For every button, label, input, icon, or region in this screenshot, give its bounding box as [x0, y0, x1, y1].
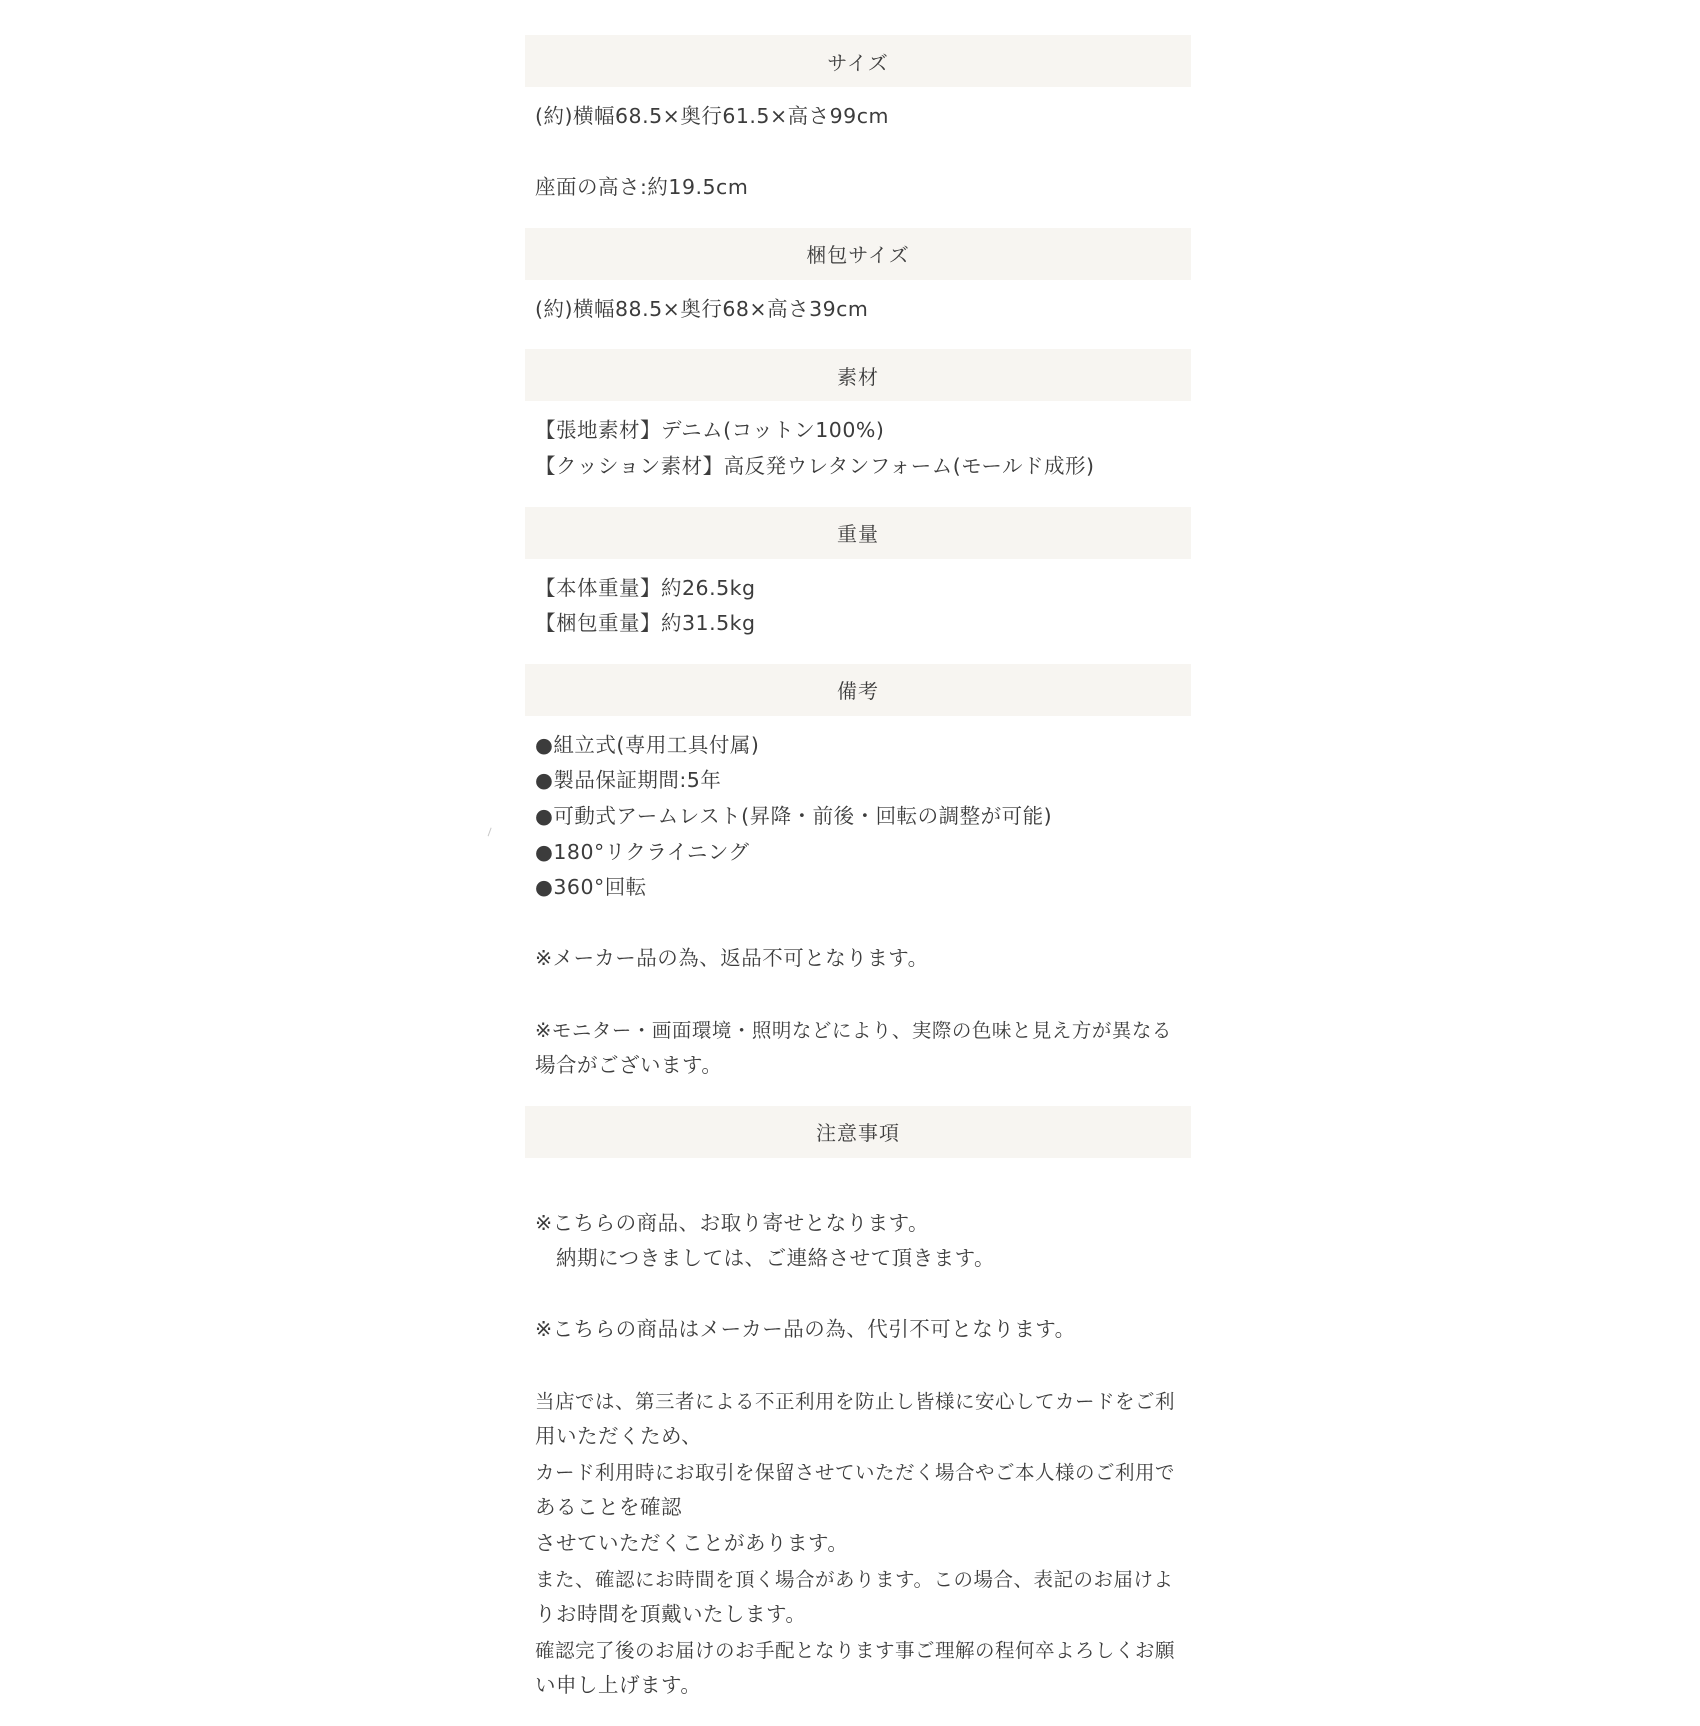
remark-item: ●組立式(専用工具付属)	[535, 732, 760, 757]
spec-table	[525, 35, 1191, 1726]
card-note: また、確認にお時間を頂く場合があります。この場合、表記のお届けよ	[535, 1567, 1174, 1591]
card-note: い申し上げます。	[535, 1673, 702, 1698]
section-heading: 注意事項	[525, 1106, 1191, 1158]
no-return-note: ※メーカー品の為、返品不可となります。	[535, 946, 929, 971]
card-note: りお時間を頂戴いたします。	[535, 1602, 807, 1627]
section-weight	[525, 507, 1191, 664]
section-body	[525, 87, 1191, 228]
section-remarks	[525, 664, 1191, 1106]
section-heading: 素材	[525, 349, 1191, 401]
package-weight: 【梱包重量】約31.5kg	[535, 611, 756, 636]
section-body	[525, 559, 1191, 664]
upholstery-material: 【張地素材】デニム(コットン100%)	[535, 418, 885, 443]
remark-item: ●360°回転	[535, 875, 647, 900]
color-note: 場合がございます。	[535, 1053, 723, 1078]
section-heading: 梱包サイズ	[525, 228, 1191, 280]
seat-height: 座面の高さ:約19.5cm	[535, 175, 749, 200]
color-note: ※モニター・画面環境・照明などにより、実際の色味と見え方が異なる	[535, 1018, 1172, 1042]
blank-line	[535, 977, 1181, 1013]
card-note: 用いただくため、	[535, 1424, 703, 1449]
remark-item: ●可動式アームレスト(昇降・前後・回転の調整が可能)	[535, 803, 1053, 828]
body-weight: 【本体重量】約26.5kg	[535, 575, 756, 600]
package-dimensions: (約)横幅88.5×奥行68×高さ39cm	[535, 296, 869, 321]
stray-mark	[488, 828, 495, 838]
card-note: 当店では、第三者による不正利用を防止し皆様に安心してカードをご利	[535, 1389, 1176, 1413]
order-note: ※こちらの商品、お取り寄せとなります。	[535, 1210, 930, 1235]
section-body	[525, 280, 1191, 350]
card-note: 確認完了後のお届けのお手配となります事ご理解の程何卒よろしくお願	[535, 1638, 1176, 1662]
cushion-material: 【クッション素材】高反発ウレタンフォーム(モールド成形)	[535, 453, 1095, 478]
card-note: あることを確認	[535, 1495, 682, 1520]
section-notes	[525, 1106, 1191, 1726]
section-package-size	[525, 228, 1191, 350]
section-heading: サイズ	[525, 35, 1191, 87]
section-body	[525, 1158, 1191, 1726]
remark-item: ●180°リクライニング	[535, 839, 750, 864]
section-heading: 備考	[525, 664, 1191, 716]
blank-line	[535, 135, 1181, 171]
card-note: させていただくことがあります。	[535, 1531, 849, 1556]
card-note: カード利用時にお取引を保留させていただく場合やご本人様のご利用で	[535, 1460, 1176, 1484]
section-heading: 重量	[525, 507, 1191, 559]
section-material	[525, 349, 1191, 506]
section-body	[525, 716, 1191, 1106]
section-size	[525, 35, 1191, 228]
remark-item: ●製品保証期間:5年	[535, 768, 722, 793]
order-note: 納期につきましては、ご連絡させて頂きます。	[535, 1246, 995, 1271]
blank-line	[535, 906, 1181, 942]
size-dimensions: (約)横幅68.5×奥行61.5×高さ99cm	[535, 104, 889, 128]
blank-line	[535, 1348, 1181, 1384]
blank-line	[535, 1277, 1181, 1313]
cod-note: ※こちらの商品はメーカー品の為、代引不可となります。	[535, 1317, 1076, 1342]
section-body	[525, 401, 1191, 506]
